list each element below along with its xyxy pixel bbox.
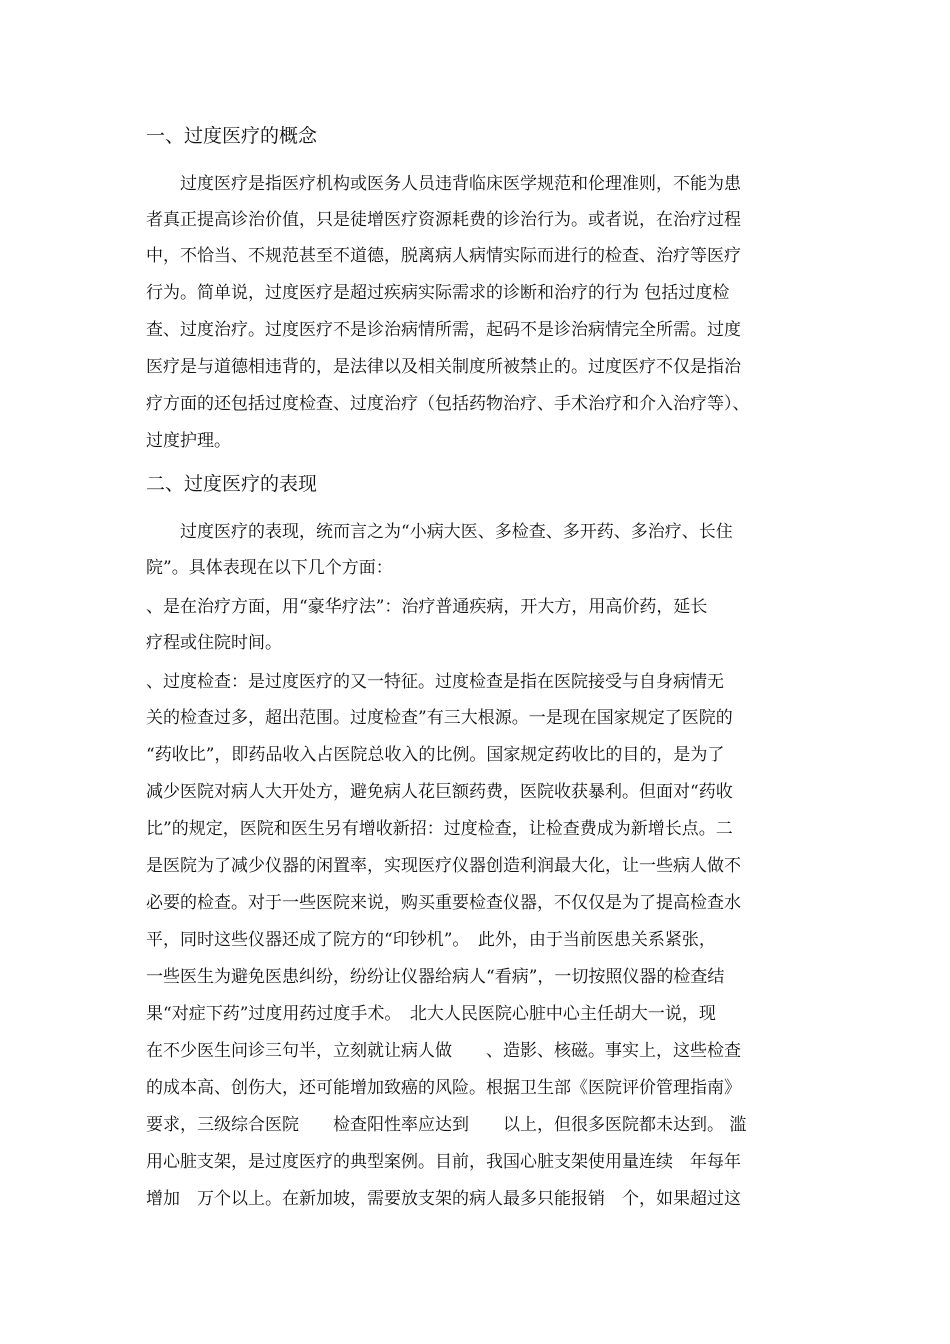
paragraph-line: 、是在治疗方面，用“豪华疗法”：治疗普通疾病，开大方，用高价药，延长 — [146, 597, 708, 617]
paragraph-line: 减少医院对病人大开处方，避免病人花巨额药费，医院收获暴利。但面对“药收 — [146, 782, 733, 802]
paragraph-line: 是医院为了减少仪器的闲置率，实现医疗仪器创造利润最大化，让一些病人做不 — [146, 856, 741, 876]
paragraph-line: “药收比”，即药品收入占医院总收入的比例。国家规定药收比的目的，是为了 — [146, 745, 725, 765]
paragraph-line: 行为。简单说，过度医疗是超过疾病实际需求的诊断和治疗的行为 包括过度检 — [146, 283, 730, 303]
paragraph-line: 果“对症下药”过度用药过度手术。 北大人民医院心脏中心主任胡大一说，现 — [146, 1004, 716, 1024]
paragraph-line: 平，同时这些仪器还成了院方的“印钞机”。 此外，由于当前医患关系紧张， — [146, 930, 716, 950]
section-1-heading: 一、过度医疗的概念 — [146, 125, 318, 147]
paragraph-line: 的成本高、创伤大，还可能增加致癌的风险。根据卫生部《医院评价管理指南》 — [146, 1078, 741, 1098]
paragraph-line: 过度护理。 — [146, 431, 231, 451]
paragraph-line: 增加 万个以上。在新加坡，需要放支架的病人最多只能报销 个，如果超过这 — [146, 1189, 741, 1209]
paragraph-line: 关的检查过多，超出范围。过度检查”有三大根源。一是现在国家规定了医院的 — [146, 708, 733, 728]
paragraph-line: 用心脏支架，是过度医疗的典型案例。目前，我国心脏支架使用量连续 年每年 — [146, 1152, 741, 1172]
paragraph-line: 者真正提高诊治价值，只是徒增医疗资源耗费的诊治行为。或者说，在治疗过程 — [146, 210, 741, 230]
paragraph-line: 医疗是与道德相违背的，是法律以及相关制度所被禁止的。过度医疗不仅是指治 — [146, 357, 741, 377]
paragraph-line: 一些医生为避免医患纠纷，纷纷让仪器给病人“看病”，一切按照仪器的检查结 — [146, 967, 725, 987]
paragraph-line: 院”。具体表现在以下几个方面： — [146, 558, 393, 578]
paragraph-line: 在不少医生问诊三句半，立刻就让病人做 、造影、核磁。事实上，这些检查 — [146, 1041, 741, 1061]
paragraph-line: 过度医疗是指医疗机构或医务人员违背临床医学规范和伦理准则，不能为患 — [146, 174, 741, 194]
paragraph-line: 比”的规定，医院和医生另有增收新招：过度检查，让检查费成为新增长点。二 — [146, 819, 733, 839]
paragraph-line: 中，不恰当、不规范甚至不道德，脱离病人病情实际而进行的检查、治疗等医疗 — [146, 246, 741, 266]
paragraph-line: 、过度检查：是过度医疗的又一特征。过度检查是指在医院接受与自身病情无 — [146, 672, 724, 692]
section-2-heading: 二、过度医疗的表现 — [146, 473, 318, 495]
paragraph-line: 过度医疗的表现，统而言之为“小病大医、多检查、多开药、多治疗、长住 — [146, 522, 733, 542]
paragraph-line: 疗程或住院时间。 — [146, 633, 282, 653]
paragraph-line: 查、过度治疗。过度医疗不是诊治病情所需，起码不是诊治病情完全所需。过度 — [146, 320, 741, 340]
paragraph-line: 疗方面的还包括过度检查、过度治疗（包括药物治疗、手术治疗和介入治疗等）、 — [146, 394, 750, 414]
paragraph-line: 必要的检查。对于一些医院来说，购买重要检查仪器，不仅仅是为了提高检查水 — [146, 893, 741, 913]
paragraph-line: 要求，三级综合医院 检查阳性率应达到 以上，但很多医院都未达到。 滥 — [146, 1115, 747, 1135]
